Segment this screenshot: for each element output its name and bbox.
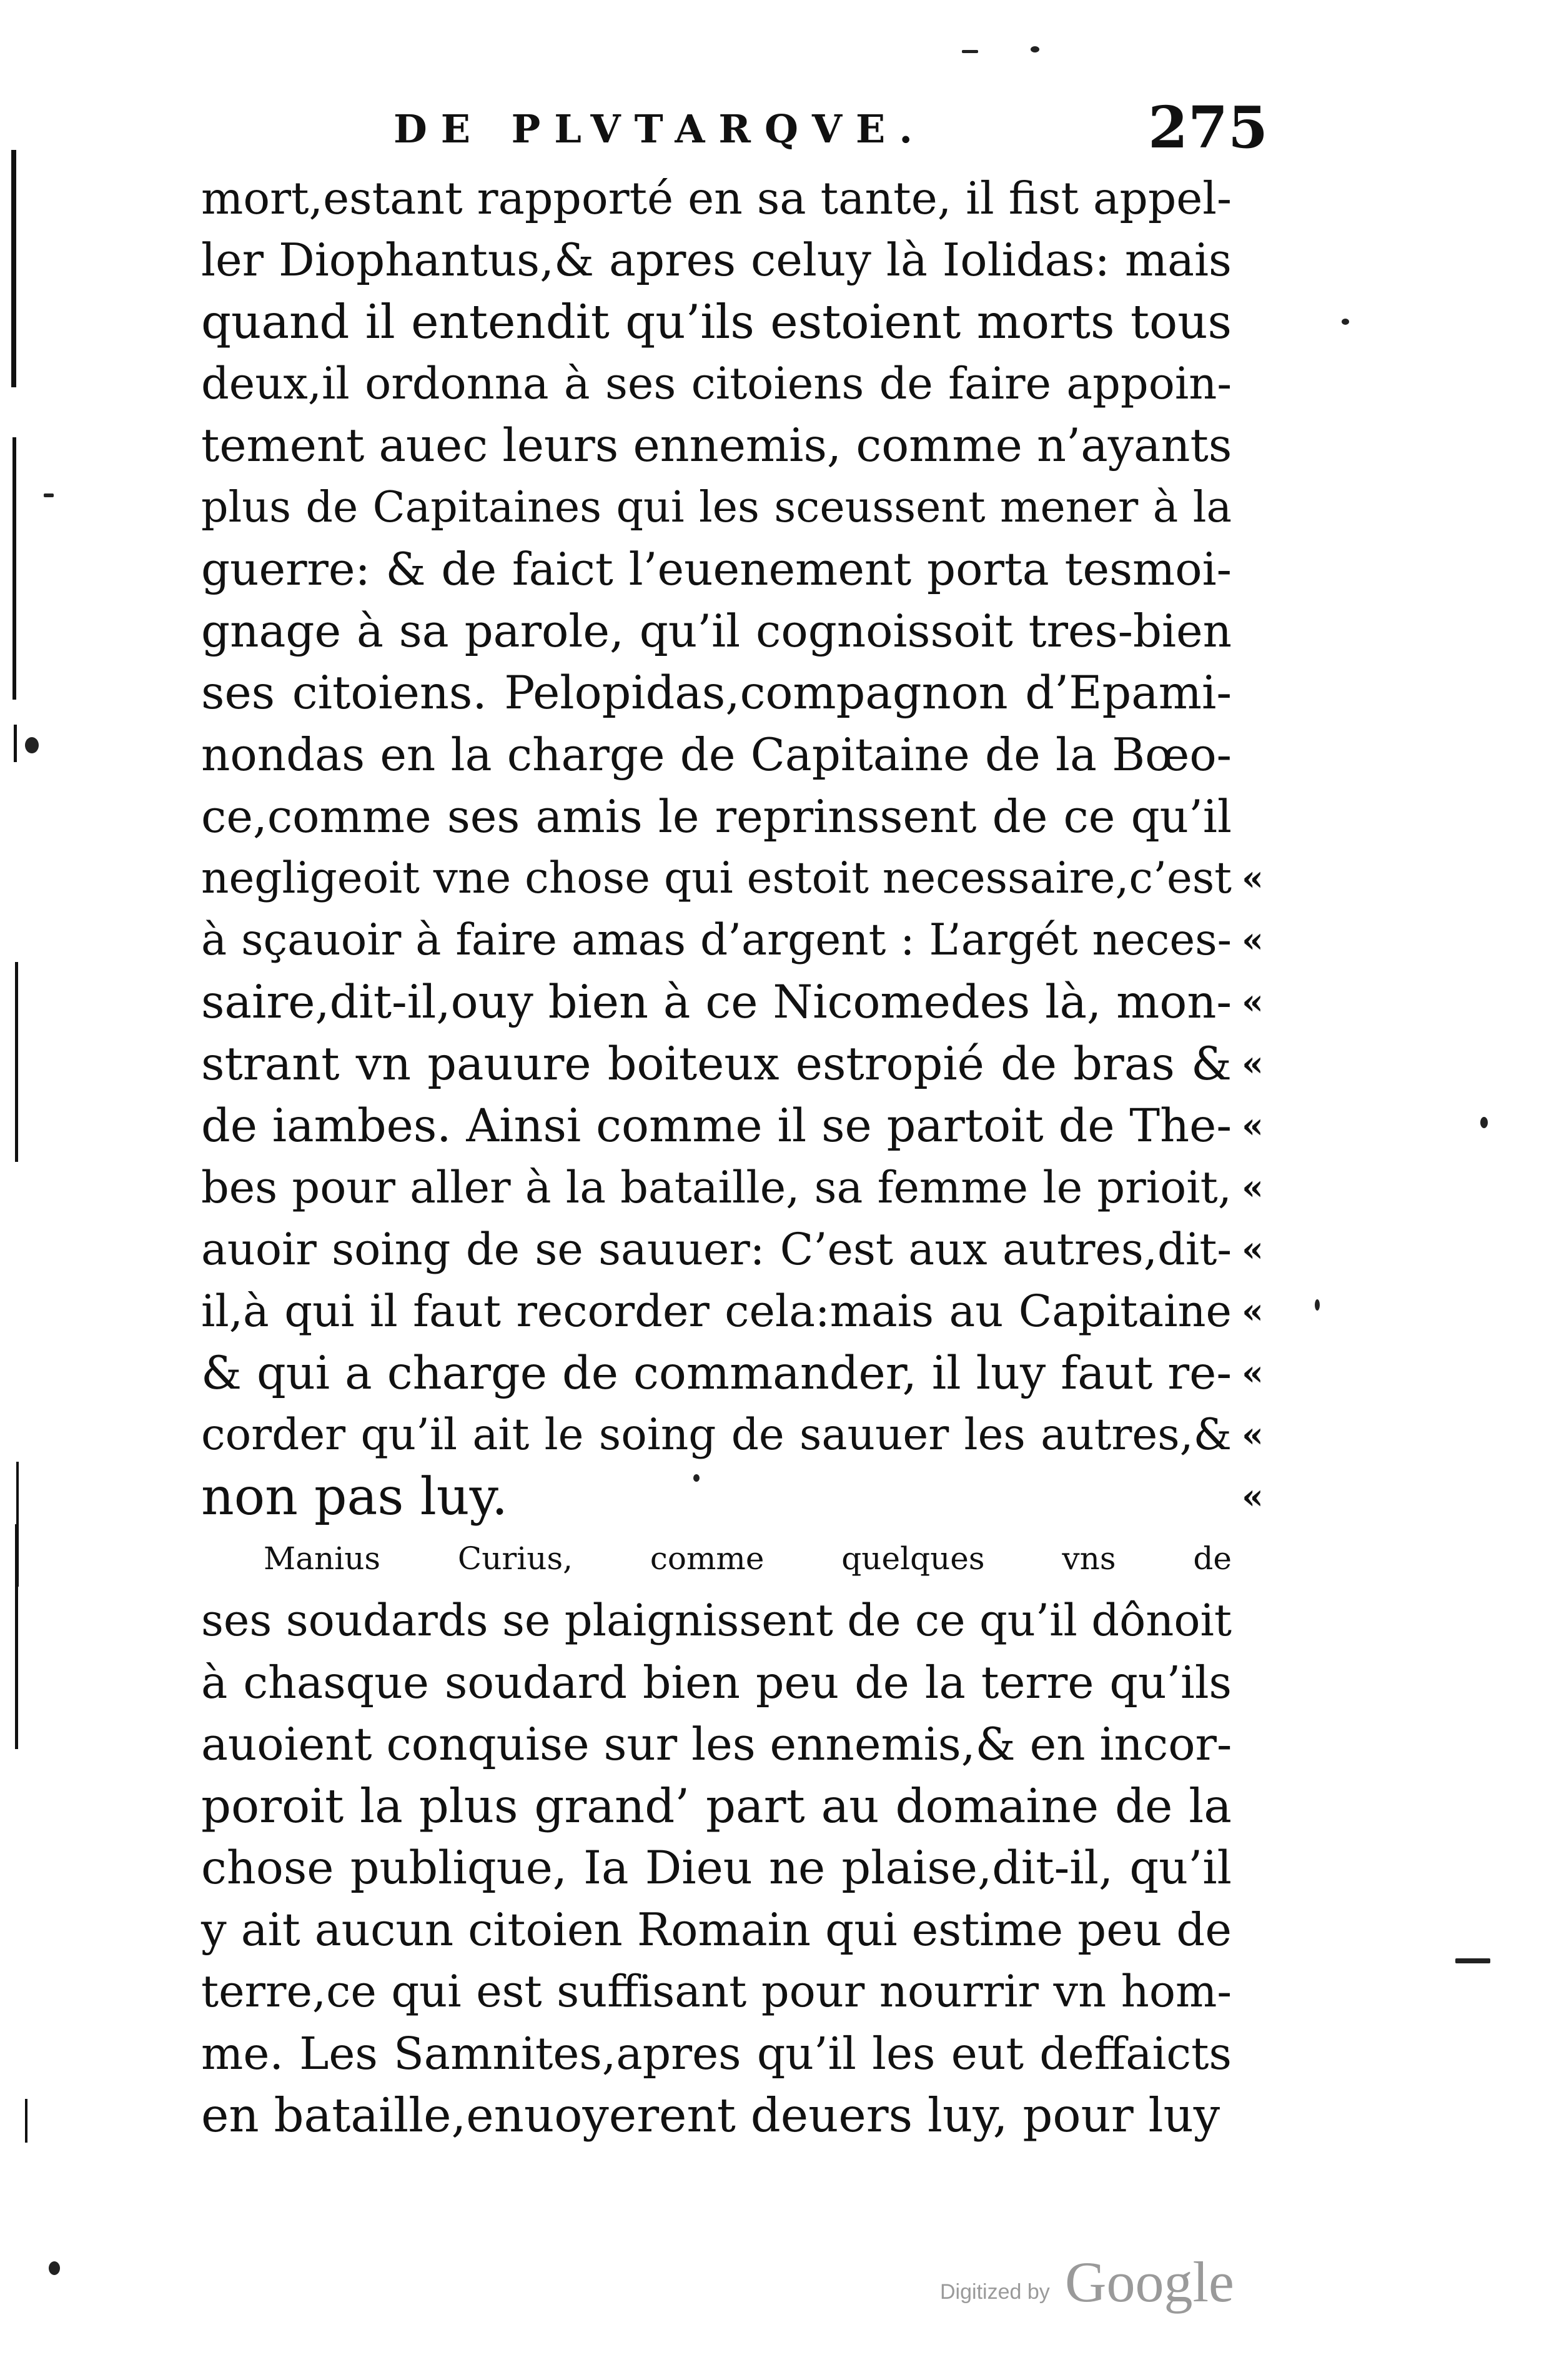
text-line: poroit la plus grand’ part au domaine de la [201,1778,1232,1833]
ink-speck [1480,1117,1488,1128]
ink-speck [44,493,54,497]
text-line: Manius Curius, comme quelques vns de [264,1540,1232,1577]
marginal-quote-marks [1242,167,1279,1542]
google-logo: Google [1065,2250,1234,2314]
text-line: me. Les Samnites,apres qu’il les eut deffaicts [201,2028,1232,2080]
quote-mark: « [1242,1414,1264,1455]
text-line: guerre: & de faict l’euenement porta tesmoi- [201,543,1232,595]
text-line: il,à qui il faut recorder cela:mais au Capitaine [201,1286,1232,1337]
text-line: terre,ce qui est suffisant pour nourrir vn hom- [201,1966,1232,2017]
text-line: en bataille,enuoyerent deuers luy, pour luy [201,2088,1220,2143]
google-watermark [940,2249,1265,2318]
text-line: gnage à sa parole, qu’il cognoissoit tres-bien [201,605,1232,657]
quote-mark: « [1242,920,1264,961]
scan-edge-mark [14,725,17,762]
quote-mark: « [1242,1105,1264,1146]
text-line: quand il entendit qu’ils estoient morts tous [201,294,1232,349]
scan-edge-mark [15,962,18,1162]
text-line: ses soudards se plaignissent de ce qu’il dônoit [201,1595,1232,1646]
text-line: ce,comme ses amis le reprinssent de ce qu’il [201,790,1232,843]
scan-edge-mark [12,437,16,700]
text-line: à sçauoir à faire amas d’argent : L’argét neces- [201,915,1232,965]
ink-speck [1455,1958,1490,1963]
page-header [206,94,1268,162]
text-line: bes pour aller à la bataille, sa femme le prioit, [201,1162,1232,1213]
text-line: & qui a charge de commander, il luy faut re- [201,1347,1232,1400]
quote-mark: « [1242,981,1264,1023]
text-line: nondas en la charge de Capitaine de la Bœo- [201,728,1232,781]
quote-mark: « [1242,1352,1264,1394]
scan-edge-mark [11,150,16,387]
ink-speck [1315,1299,1320,1311]
ink-speck [49,2261,60,2275]
running-title: DE PLVTARQVE. [393,106,926,152]
text-line: de iambes. Ainsi comme il se partoit de The- [201,1099,1232,1153]
text-line: negligeoit vne chose qui estoit necessaire,c’est [201,853,1232,903]
text-line: chose publique, Ia Dieu ne plaise,dit-il, qu’il [201,1842,1232,1895]
text-line: plus de Capitaines qui les sceussent mener à la [201,483,1232,532]
body-text [201,167,1232,2146]
ink-speck [25,737,39,753]
text-line: corder qu’il ait le soing de sauuer les autres,& [201,1410,1232,1460]
digitized-by-label: Digitized by [940,2280,1050,2304]
scan-edge-mark [15,1524,18,1749]
text-line: non pas luy. [201,1467,508,1527]
text-line: à chasque soudard bien peu de la terre qu’ils [201,1657,1232,1708]
quote-mark: « [1242,1291,1264,1332]
text-line: deux,il ordonna à ses citoiens de faire appoin- [201,358,1232,409]
text-line: auoient conquise sur les ennemis,& en incor- [201,1718,1232,1770]
quote-mark: « [1242,1476,1264,1517]
quote-mark: « [1242,1043,1264,1084]
ink-speck [1031,46,1039,52]
text-line: saire,dit-il,ouy bien à ce Nicomedes là, mon- [201,976,1232,1029]
quote-mark: « [1242,858,1264,899]
text-line: y ait aucun citoien Romain qui estime peu de [201,1903,1232,1956]
text-line: strant vn pauure boiteux estropié de bras & [201,1038,1232,1091]
ink-speck [1342,319,1349,325]
quote-mark: « [1242,1229,1264,1270]
scan-edge-mark [25,2099,27,2143]
ink-speck [962,50,978,53]
text-line: tement auec leurs ennemis, comme n’ayants [201,419,1232,472]
text-line: auoir soing de se sauuer: C’est aux autres,dit- [201,1224,1232,1275]
quote-mark: « [1242,1167,1264,1208]
text-line: ler Diophantus,& apres celuy là Iolidas: mais [201,234,1232,286]
text-line: mort,estant rapporté en sa tante, il fist appel- [201,172,1232,224]
page-number: 275 [1147,94,1268,161]
text-line: ses citoiens. Pelopidas,compagnon d’Epami- [201,667,1232,720]
